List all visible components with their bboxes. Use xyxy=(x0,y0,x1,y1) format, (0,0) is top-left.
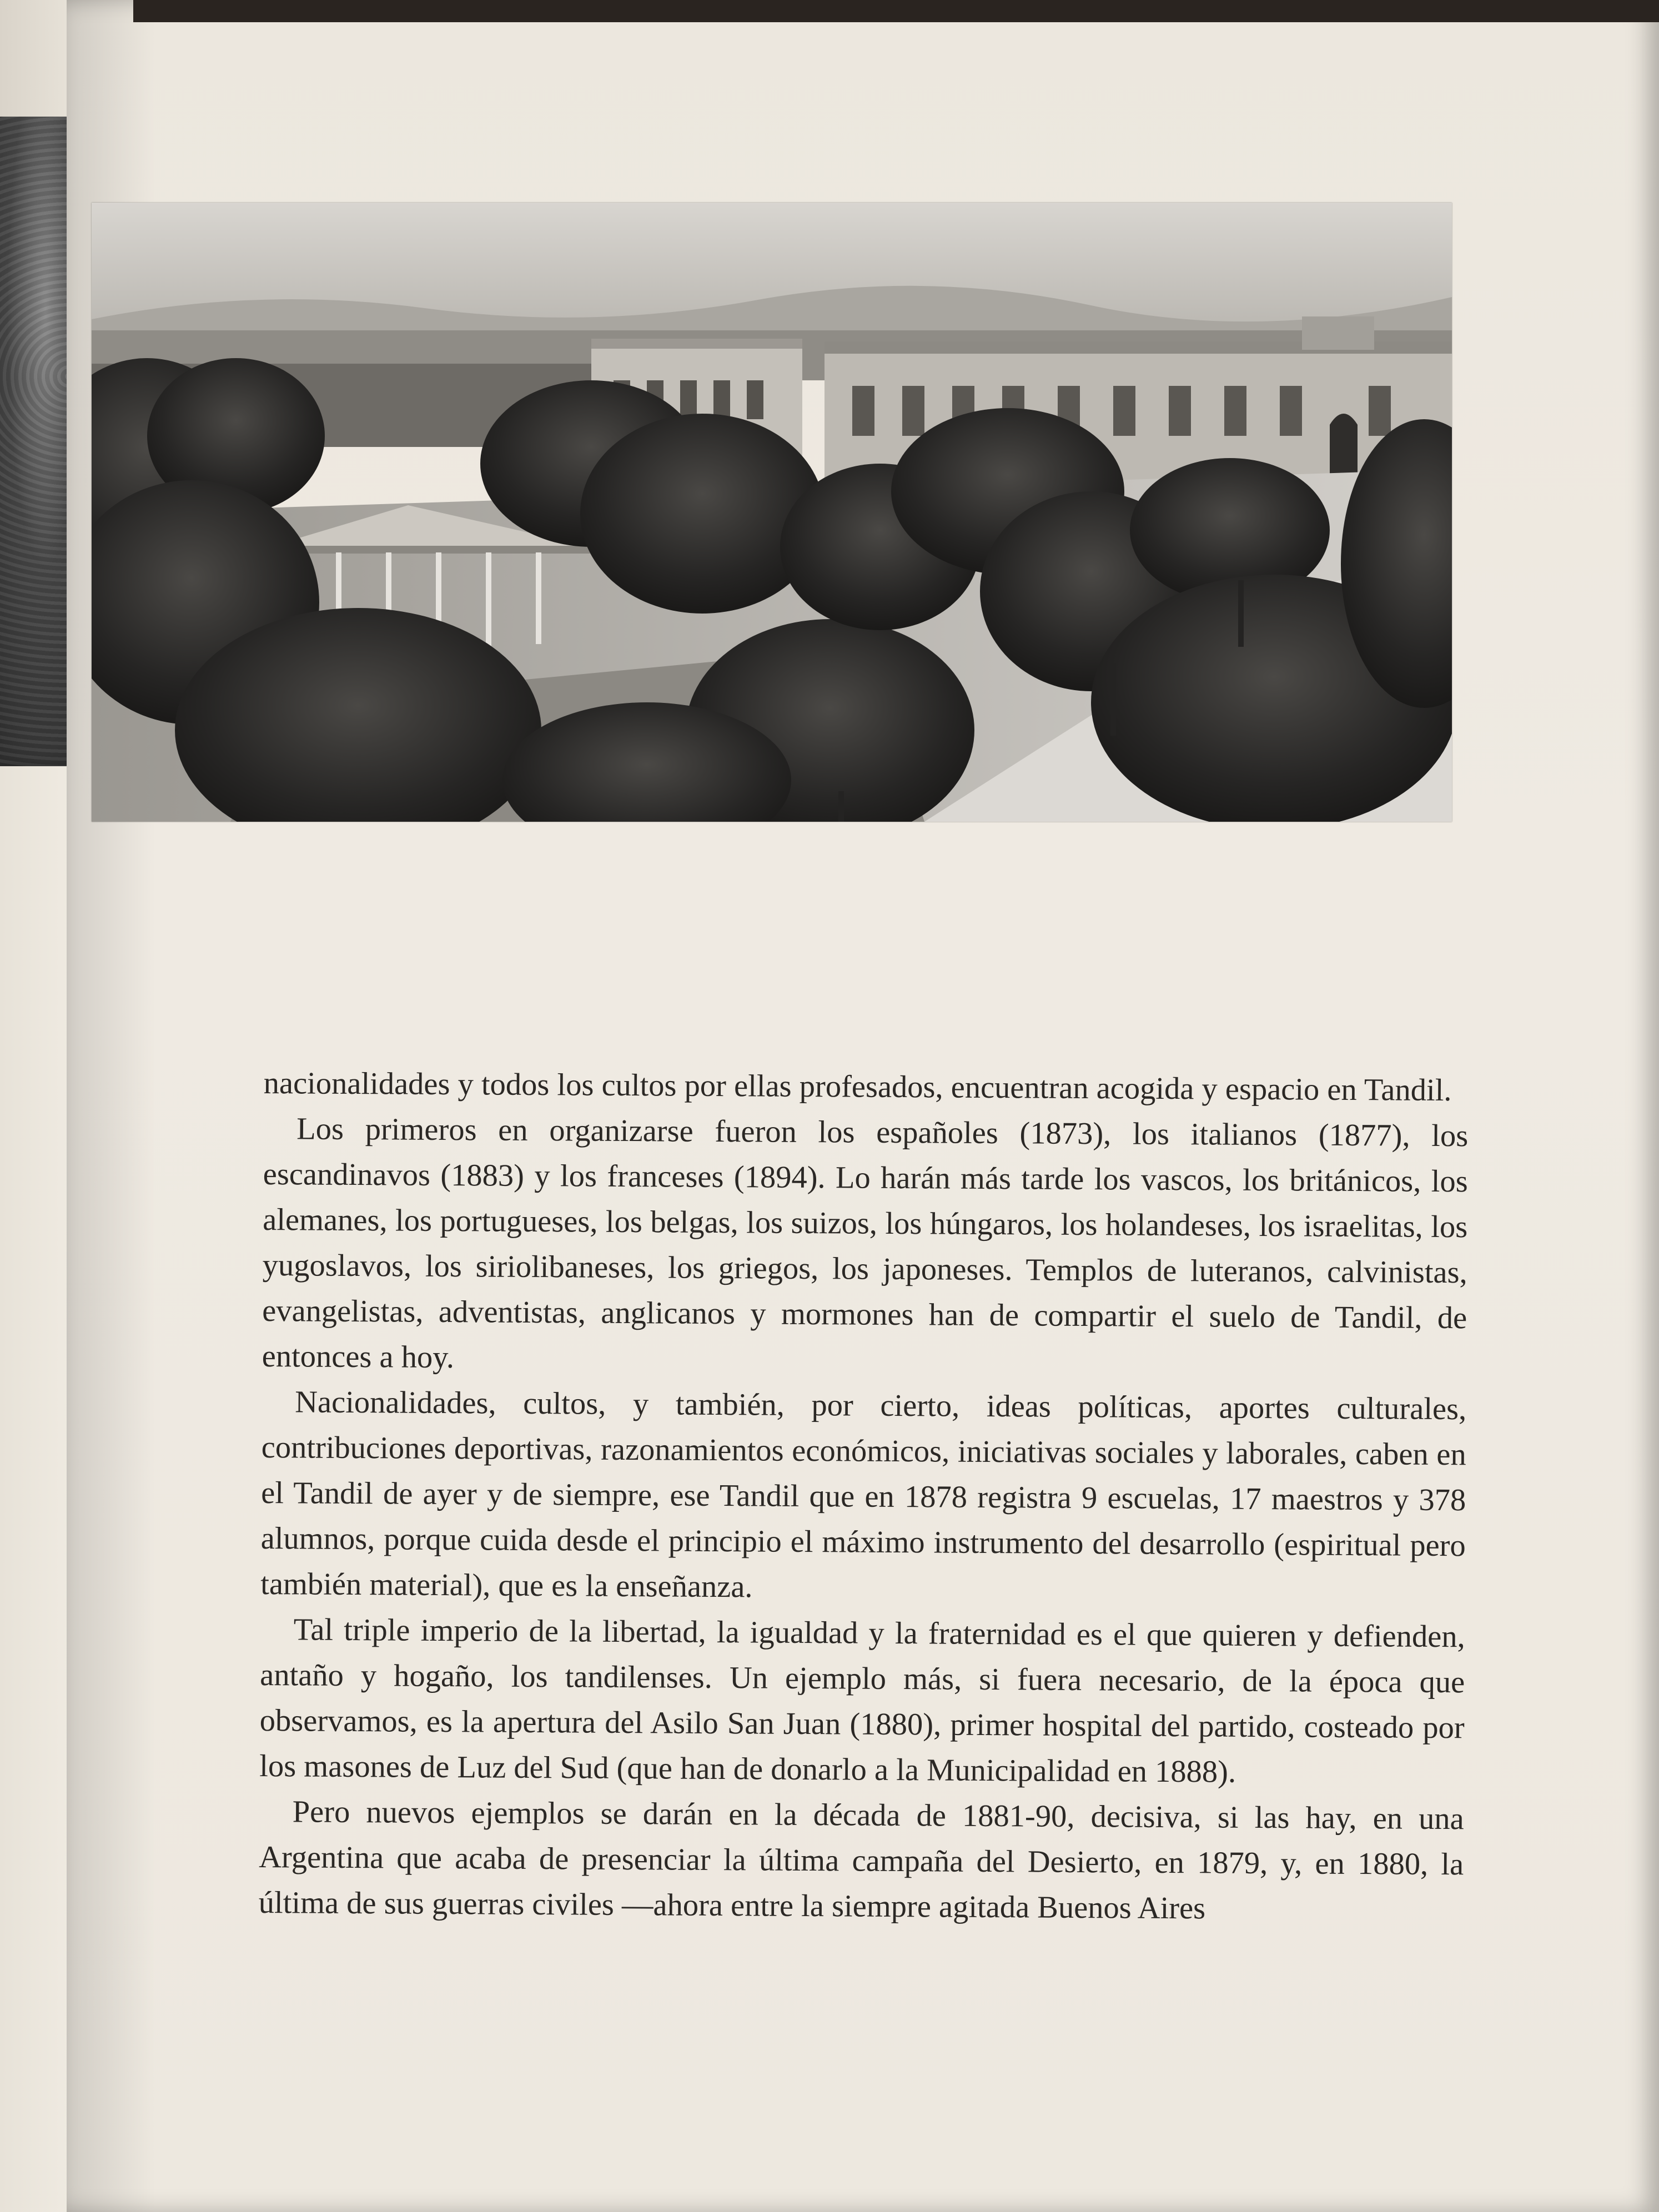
paragraph-3: Nacionalidades, cultos, y también, por cierto, ideas políticas, aportes culturales, contribuciones deportivas, razonamientos económicos, iniciativas sociales y laborales, caben en el Tandil de ayer y de siempre, ese Tandil que en 1878 registra 9 escuelas, 17 maestros y 378 alumnos, porque cuida desde el principio el máximo instrumento del desarrollo (espiritual pero también material), que es la enseñanza. xyxy=(260,1385,1467,1605)
plaza-photograph xyxy=(92,203,1452,822)
paragraph-2: Los primeros en organizarse fueron los españoles (1873), los italianos (1877), los escandinavos (1883) y los franceses (1894). Lo harán más tarde los vascos, los británicos, los alemanes, los portugueses, los belgas, los suizos, los húngaros, los holandeses, los israelitas, los yugoslavos, los siriolibaneses, los griegos, los japoneses. Templos de luteranos, calvinistas, evangelistas, adventistas, anglicanos y mormones han de compartir el suelo de Tandil, de entonces a hoy. xyxy=(262,1112,1469,1375)
plaza-photograph-image xyxy=(92,203,1452,822)
paragraph-1: nacionalidades y todos los cultos por ellas profesados, encuentran acogida y espacio en Tandil. xyxy=(263,1065,1452,1108)
background-top-edge xyxy=(133,0,1659,22)
body-text xyxy=(258,1060,1468,1933)
paragraph-4: Tal triple imperio de la libertad, la igualdad y la fraternidad es el que quieren y defienden, antaño y hogaño, los tandilenses. Un ejemplo más, si fuera necesario, de la época que observamos, es la apertura del Asilo San Juan (1880), primer hospital del partido, costeado por los masones de Luz del Sud (que han de donarlo a la Municipalidad en 1888). xyxy=(259,1612,1465,1789)
paragraph-5: Pero nuevos ejemplos se darán en la década de 1881-90, decisiva, si las hay, en una Argentina que acaba de presenciar la última campaña del Desierto, en 1879, y, en 1880, la última de sus guerras civiles —ahora entre la siempre agitada Buenos Aires xyxy=(258,1794,1464,1926)
